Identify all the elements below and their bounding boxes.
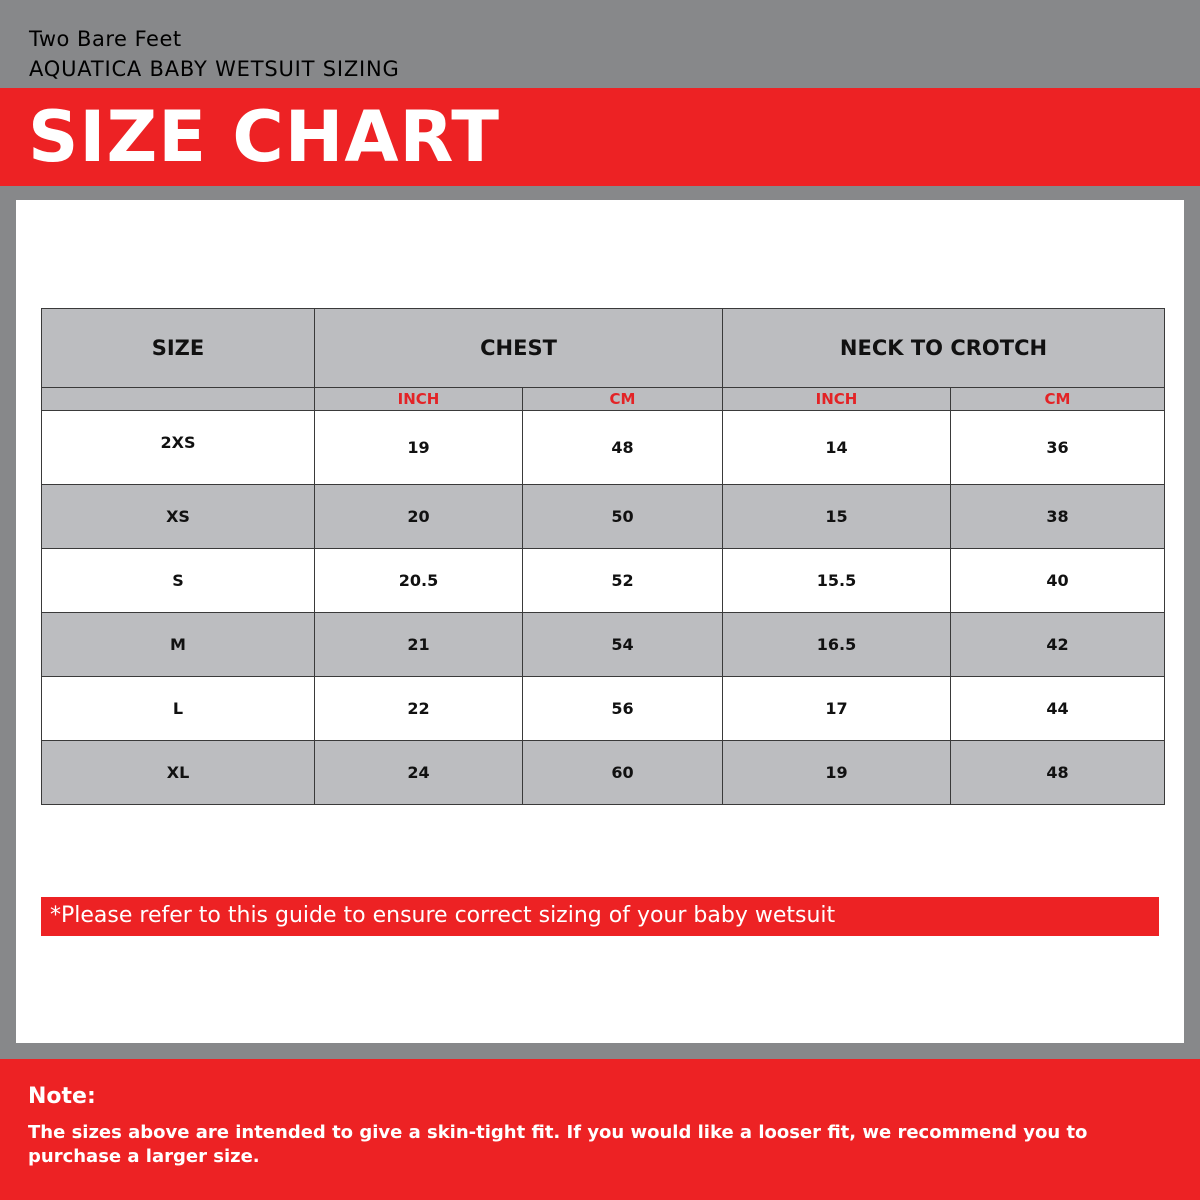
page-subtitle: AQUATICA BABY WETSUIT SIZING <box>29 57 400 81</box>
size-cell: XS <box>42 485 315 549</box>
column-header-neck-to-crotch: NECK TO CROTCH <box>723 309 1165 388</box>
note-heading: Note: <box>28 1084 96 1109</box>
table-row <box>42 485 1165 549</box>
chest-cm-cell: 52 <box>523 549 723 613</box>
chest-inch-cell: 19 <box>315 411 523 485</box>
unit-ntc-cm: CM <box>951 388 1165 411</box>
chest-inch-cell: 22 <box>315 677 523 741</box>
ntc-inch-cell: 14 <box>723 411 951 485</box>
note-text: The sizes above are intended to give a skin-tight fit. If you would like a looser fit, we recommend you to purchase a larger size. <box>28 1122 1088 1167</box>
table-row <box>42 677 1165 741</box>
table-row <box>42 549 1165 613</box>
column-header-chest: CHEST <box>315 309 723 388</box>
ntc-inch-cell: 19 <box>723 741 951 805</box>
ntc-cm-cell: 38 <box>951 485 1165 549</box>
unit-ntc-inch: INCH <box>723 388 951 411</box>
table-row <box>42 613 1165 677</box>
column-header-size: SIZE <box>42 309 315 388</box>
unit-chest-cm: CM <box>523 388 723 411</box>
table-row <box>42 741 1165 805</box>
chest-inch-cell: 24 <box>315 741 523 805</box>
unit-cell-empty <box>42 388 315 411</box>
chest-cm-cell: 48 <box>523 411 723 485</box>
ntc-inch-cell: 17 <box>723 677 951 741</box>
ntc-inch-cell: 16.5 <box>723 613 951 677</box>
table-row <box>42 411 1165 485</box>
size-cell: XL <box>42 741 315 805</box>
units-row <box>42 388 1165 411</box>
size-cell: S <box>42 549 315 613</box>
size-table <box>41 308 1165 805</box>
page-title: SIZE CHART <box>28 96 501 178</box>
chest-cm-cell: 56 <box>523 677 723 741</box>
unit-chest-inch: INCH <box>315 388 523 411</box>
sizing-disclaimer: *Please refer to this guide to ensure correct sizing of your baby wetsuit <box>41 897 1159 936</box>
size-cell: 2XS <box>42 411 315 485</box>
ntc-cm-cell: 42 <box>951 613 1165 677</box>
ntc-inch-cell: 15 <box>723 485 951 549</box>
chest-cm-cell: 54 <box>523 613 723 677</box>
chest-inch-cell: 21 <box>315 613 523 677</box>
table-header-row <box>42 309 1165 388</box>
chest-inch-cell: 20.5 <box>315 549 523 613</box>
chest-cm-cell: 60 <box>523 741 723 805</box>
ntc-cm-cell: 40 <box>951 549 1165 613</box>
brand-name: Two Bare Feet <box>29 27 182 51</box>
chest-cm-cell: 50 <box>523 485 723 549</box>
size-cell: L <box>42 677 315 741</box>
chest-inch-cell: 20 <box>315 485 523 549</box>
ntc-cm-cell: 44 <box>951 677 1165 741</box>
size-cell: M <box>42 613 315 677</box>
ntc-inch-cell: 15.5 <box>723 549 951 613</box>
ntc-cm-cell: 36 <box>951 411 1165 485</box>
ntc-cm-cell: 48 <box>951 741 1165 805</box>
